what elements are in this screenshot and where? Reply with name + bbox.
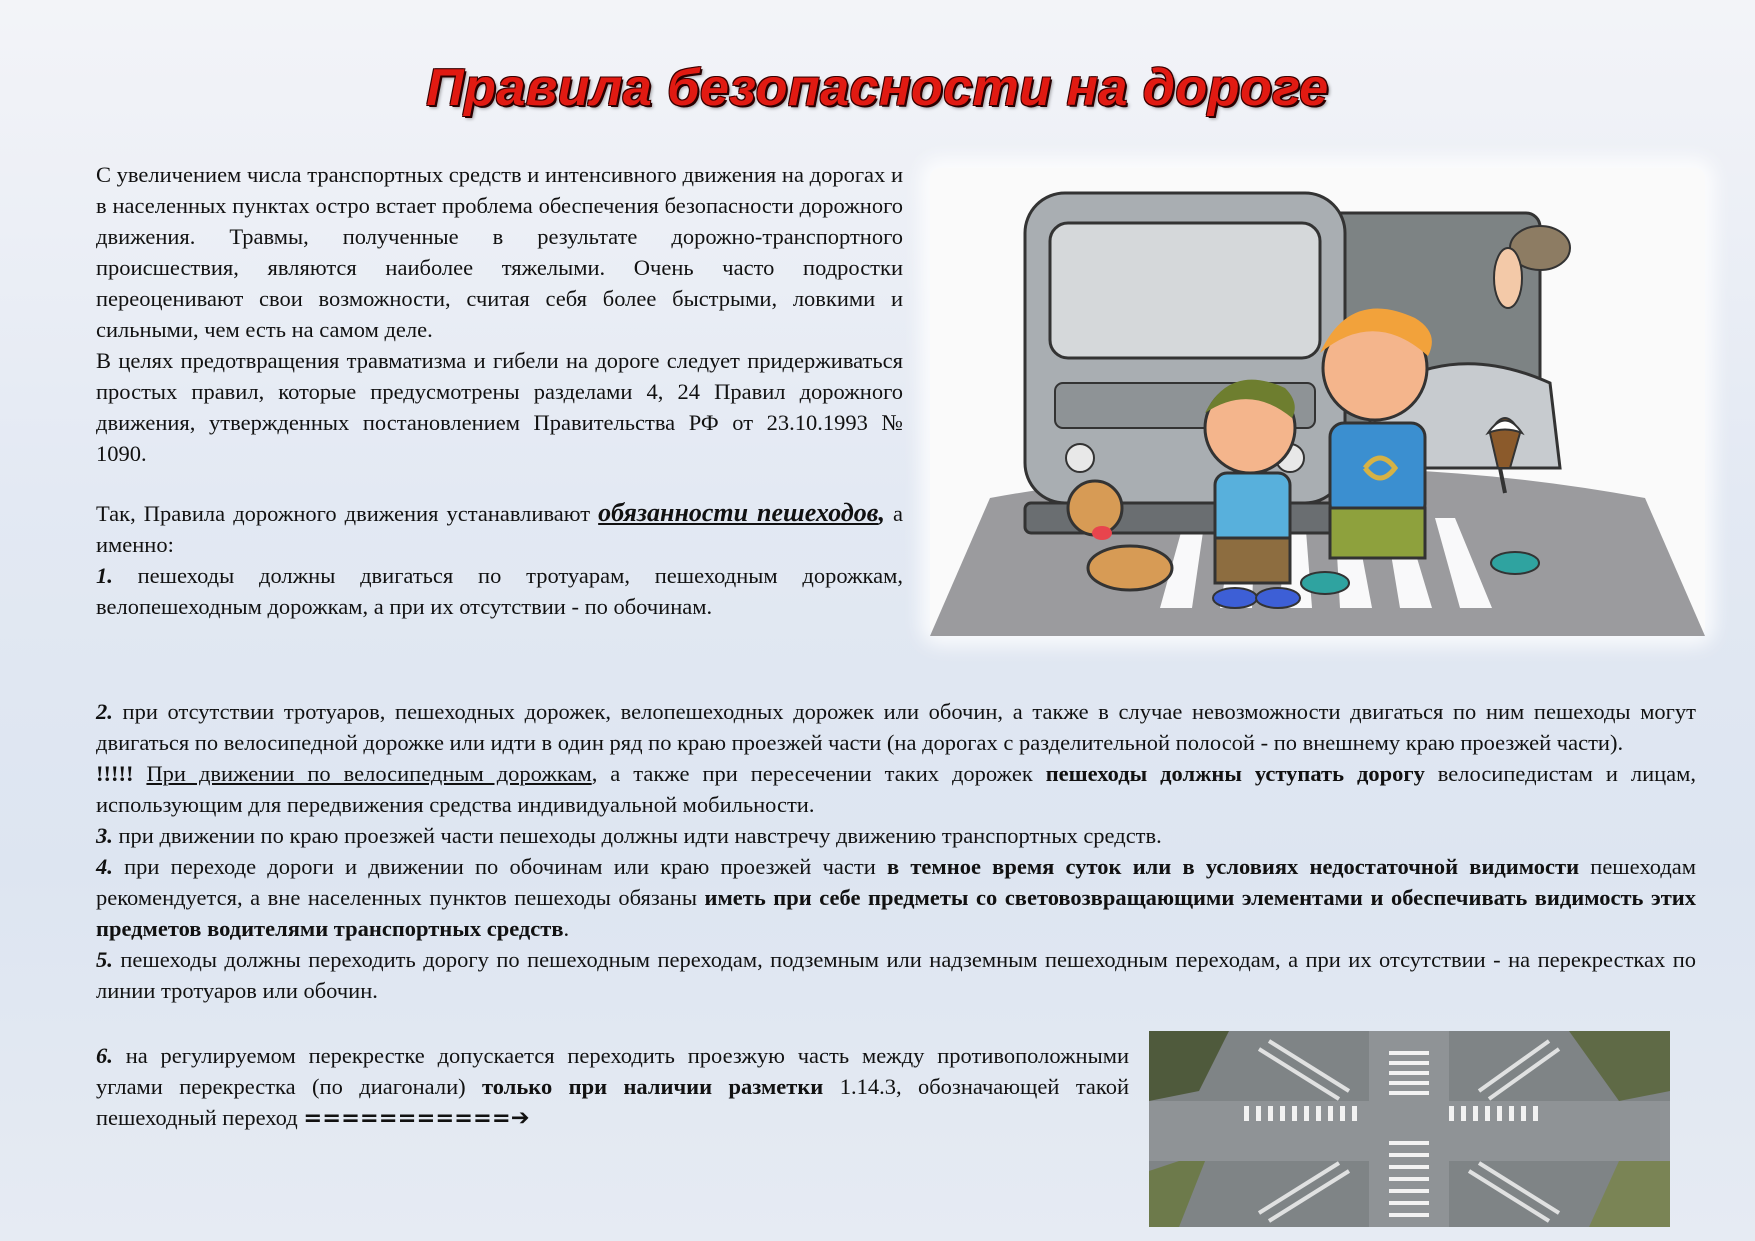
rule-3 bbox=[96, 820, 1696, 851]
rule-4 bbox=[96, 851, 1696, 944]
warning-bold: пешеходы должны уступать дорогу bbox=[1045, 761, 1425, 786]
illustration-svg bbox=[930, 168, 1705, 636]
duties-comma: , bbox=[878, 498, 885, 527]
warning-underlined: При движении по велосипедным дорожкам bbox=[146, 761, 592, 786]
rule-6-column bbox=[96, 1040, 1129, 1134]
rule-3-number: 3. bbox=[96, 823, 113, 848]
intro-paragraph-1: С увеличением числа транспортных средств и интенсивного движения на дорогах и в населенных пунктах остро встает проблема обеспечения безопасности дорожного движения. Травмы, полученные в результате дорожно-транспортного происшествия, являются наиболее тяжелыми. Очень часто подростки переоценивают свои возможности, считая себя более быстрыми, ловкими и сильными, чем есть на самом деле. bbox=[96, 162, 903, 342]
rule-6-text-a: на регулируемом перекрестке допускается переходить проезжую часть между противоположными углами перекрестка (по диагонали) bbox=[96, 1043, 1129, 1099]
photo-svg bbox=[1149, 1031, 1670, 1227]
rule-5-text: пешеходы должны переходить дорогу по пешеходным переходам, подземным или надземным пешеходным переходам, а при их отсутствии - на перекрестках по линии тротуаров или обочин. bbox=[96, 947, 1696, 1003]
rule-1-text: пешеходы должны двигаться по тротуарам, пешеходным дорожкам, велопешеходным дорожкам, а при их отсутствии - по обочинам. bbox=[96, 563, 903, 619]
intro-column bbox=[96, 159, 903, 622]
duties-paragraph bbox=[96, 497, 903, 560]
rule-4-text-e: . bbox=[563, 916, 570, 941]
duties-lead: Так, Правила дорожного движения устанавливают bbox=[96, 501, 599, 526]
rule-6-text-b: только при наличии разметки bbox=[482, 1074, 824, 1099]
rules-column bbox=[96, 696, 1696, 1006]
rule-4-text-b: в темное время суток или в условиях недостаточной видимости bbox=[886, 854, 1580, 879]
rule-2 bbox=[96, 696, 1696, 758]
warning-paragraph bbox=[96, 758, 1696, 820]
rule-1 bbox=[96, 560, 903, 622]
duties-tail: а именно: bbox=[96, 501, 903, 557]
right-arrow-icon: ===========➔ bbox=[303, 1105, 530, 1131]
page-title: Правила безопасности на дороге bbox=[426, 59, 1329, 117]
intro-paragraph-2: В целях предотвращения травматизма и гибели на дороге следует придерживаться простых правил, которые предусмотрены разделами 4, 24 Правил дорожного движения, утвержденных постановлением Правительства РФ от 23.10.1993 № 1090. bbox=[96, 348, 903, 466]
rule-4-number: 4. bbox=[96, 854, 113, 879]
rule-4-text-a: при переходе дороги и движении по обочинам или краю проезжей части bbox=[112, 854, 887, 879]
rule-3-text: при движении по краю проезжей части пешеходы должны идти навстречу движению транспортных средств. bbox=[112, 823, 1162, 848]
rule-5-number: 5. bbox=[96, 947, 113, 972]
warning-tail: велосипедистам и лицам, использующим для передвижения средства индивидуальной мобильности. bbox=[96, 761, 1697, 817]
rule-2-number: 2. bbox=[96, 699, 113, 724]
rule-5 bbox=[96, 944, 1696, 1006]
children-crossing-road-illustration bbox=[930, 168, 1705, 636]
rule-6-text-c: 1.14.3, обозначающей такой пешеходный переход bbox=[96, 1074, 1129, 1130]
rule-6 bbox=[96, 1040, 1129, 1134]
rule-1-number: 1. bbox=[96, 563, 113, 588]
rule-2-text: при отсутствии тротуаров, пешеходных дорожек, велопешеходных дорожек или обочин, а также в случае невозможности двигаться по ним пешеходы могут двигаться по велосипедной дорожке или идти в один ряд по краю проезжей части (на дорогах с разделительной полосой - по внешнему краю проезжей части). bbox=[96, 699, 1696, 755]
rule-4-text-d: иметь при себе предметы со световозвращающими элементами и обеспечивать видимость этих предметов водителями транспортных средств bbox=[96, 885, 1696, 941]
warning-mark: !!!!! bbox=[96, 761, 134, 786]
aerial-intersection-photo bbox=[1149, 1031, 1670, 1227]
warning-mid: , а также при пересечении таких дорожек bbox=[591, 761, 1046, 786]
rule-4-text-c: пешеходам рекомендуется, а вне населенных пунктов пешеходы обязаны bbox=[96, 854, 1696, 910]
rule-6-number: 6. bbox=[96, 1043, 113, 1068]
duties-emphasis: обязанности пешеходов bbox=[598, 498, 879, 527]
